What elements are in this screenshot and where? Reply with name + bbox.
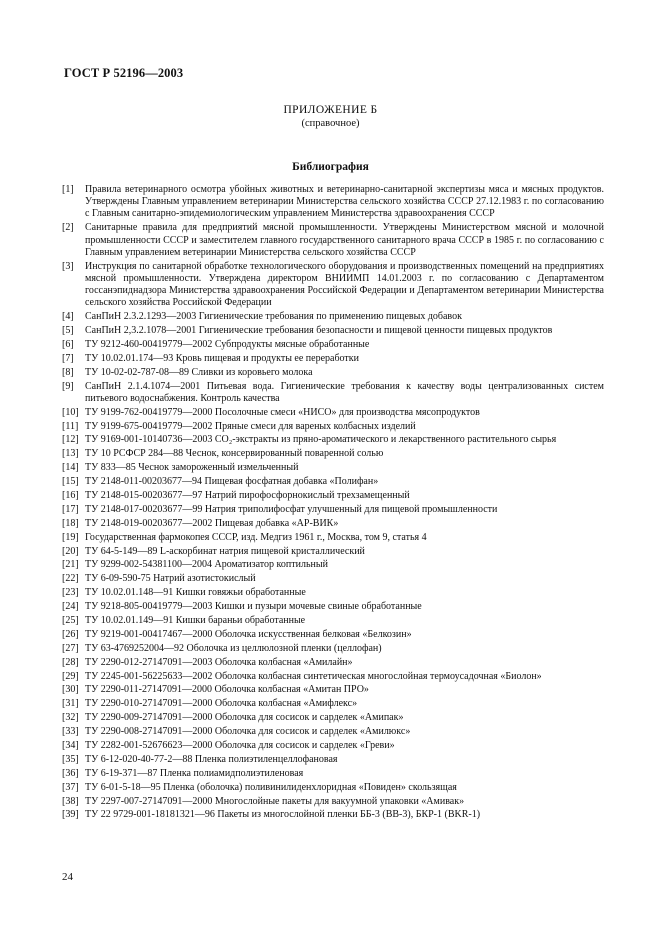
bibliography-item-text: ТУ 64-5-149—89 L-аскорбинат натрия пищевой кристаллический: [85, 545, 365, 557]
bibliography-item: [62, 809, 604, 821]
bibliography-item-text: ТУ 2290-009-27147091—2000 Оболочка для сосисок и сарделек «Амипак»: [85, 712, 404, 724]
bibliography-item: [62, 601, 604, 613]
bibliography-item-text: ТУ 9218-805-00419779—2003 Кишки и пузыри мочевые свиные обработанные: [85, 601, 422, 613]
bibliography-item-text: ТУ 9199-675-00419779—2002 Пряные смеси для вареных колбасных изделий: [85, 420, 416, 432]
bibliography-item-number: [34]: [62, 740, 79, 752]
bibliography-item-number: [21]: [62, 559, 79, 571]
bibliography-item-text: ТУ 2290-010-27147091—2000 Оболочка колбасная «Амифлекс»: [85, 698, 358, 710]
bibliography-item-number: [17]: [62, 503, 79, 515]
bibliography-item-number: [36]: [62, 767, 79, 779]
bibliography-item: [62, 573, 604, 585]
bibliography-item-number: [37]: [62, 781, 79, 793]
bibliography-item-text: ТУ 9199-762-00419779—2000 Посолочные смеси «НИСО» для производства мясопродуктов: [85, 406, 480, 418]
bibliography-item: [62, 421, 604, 433]
bibliography-item-number: [26]: [62, 628, 79, 640]
bibliography-item: [62, 768, 604, 780]
bibliography-item-text: ТУ 6-01-5-18—95 Пленка (оболочка) поливинилиденхлоридная «Повиден» скользящая: [85, 781, 457, 793]
bibliography-item-text: ТУ 10.02.01.148—91 Кишки говяжьи обработанные: [85, 587, 306, 599]
bibliography-item-number: [31]: [62, 698, 79, 710]
bibliography-item: [62, 407, 604, 419]
bibliography-item-text: ТУ 10 РСФСР 284—88 Чеснок, консервированный поваренной солью: [85, 448, 384, 460]
bibliography-item-text: СанПиН 2.1.4.1074—2001 Питьевая вода. Гигиенические требования к качеству воды централизованных систем питьевого водоснабжения. Контроль качества: [85, 380, 604, 404]
bibliography-item-text: Государственная фармокопея СССР, изд. Медгиз 1961 г., Москва, том 9, статья 4: [85, 531, 427, 543]
bibliography-item-text: ТУ 10.02.01.174—93 Кровь пищевая и продукты ее переработки: [85, 352, 360, 364]
bibliography-item-number: [18]: [62, 517, 79, 529]
bibliography-item-text: ТУ 2282-001-52676623—2000 Оболочка для сосисок и сарделек «Греви»: [85, 740, 395, 752]
bibliography-item-number: [15]: [62, 476, 79, 488]
bibliography-item: [62, 782, 604, 794]
bibliography-item-number: [25]: [62, 615, 79, 626]
bibliography-item-number: [39]: [62, 809, 79, 821]
bibliography-item-text: ТУ 9299-002-54381100—2004 Ароматизатор коптильный: [85, 559, 328, 571]
bibliography-item-text: ТУ 6-09-590-75 Натрий азотистокислый: [85, 573, 256, 585]
document-code: ГОСТ Р 52196—2003: [64, 66, 184, 80]
bibliography-item: [62, 381, 604, 405]
bibliography-item: [62, 222, 604, 259]
bibliography-item-number: [35]: [62, 753, 79, 765]
bibliography-item-number: [11]: [62, 420, 79, 432]
bibliography-item-number: [1]: [62, 184, 74, 195]
bibliography-item-text: ТУ 2148-019-00203677—2002 Пищевая добавка «АР-ВИК»: [85, 517, 339, 529]
bibliography-item-text: ТУ 63-4769252004—92 Оболочка из целлюлозной пленки (целлофан): [85, 642, 382, 654]
bibliography-item: [62, 657, 604, 669]
appendix-subtitle: (справочное): [301, 118, 360, 129]
bibliography-item-text: ТУ 2290-012-27147091—2003 Оболочка колбасная «Амилайн»: [85, 656, 353, 668]
bibliography-item: [62, 615, 604, 627]
bibliography-item-text: ТУ 6-12-020-40-77-2—88 Пленка полиэтиленцеллофановая: [85, 753, 338, 765]
bibliography-item-number: [14]: [62, 462, 79, 474]
bibliography-item-text: ТУ 2148-017-00203677—99 Натрия триполифосфат улучшенный для пищевой промышленности: [85, 503, 498, 515]
bibliography-item-text: ТУ 9169-001-10140736—2003 CO₂-экстракты из пряно-ароматического и лекарственного растительного сырья: [85, 434, 557, 446]
bibliography-item-number: [6]: [62, 338, 74, 350]
bibliography-item-number: [8]: [62, 366, 74, 378]
bibliography-item-text: Санитарные правила для предприятий мясной промышленности. Утверждены Министерством мясной и молочной промышленности СССР и заместителем главного государственного санитарного врача СССР в 1985 г. по согласованию с Главным управлением ветеринарии Министерства сельского хозяйства СССР: [85, 222, 604, 258]
bibliography-item-text: Правила ветеринарного осмотра убойных животных и ветеринарно-санитарной экспертизы мяса и мясных продуктов. Утверждены Главным управлением ветеринарии Министерства сельского хозяйства СССР 27.12.1983 г. по согласованию с Главным санитарно-эпидемиологическим управлением Министерства здравоохранения СССР: [85, 184, 604, 220]
bibliography-item-text: ТУ 2148-011-00203677—94 Пищевая фосфатная добавка «Полифан»: [85, 476, 379, 488]
bibliography-item: [62, 684, 604, 696]
bibliography-item-number: [24]: [62, 601, 79, 613]
bibliography-item: [62, 261, 604, 310]
bibliography-item-number: [4]: [62, 311, 74, 323]
bibliography-item: [62, 490, 604, 502]
bibliography-item-text: СанПиН 2,3.2.1078—2001 Гигиенические требования безопасности и пищевой ценности пищевых продуктов: [85, 324, 553, 336]
bibliography-item: [62, 311, 604, 323]
bibliography-item: [62, 754, 604, 766]
bibliography-item: [62, 504, 604, 516]
bibliography-item: [62, 643, 604, 655]
bibliography-item: [62, 587, 604, 599]
bibliography-item-number: [12]: [62, 434, 79, 446]
bibliography-item-text: ТУ 2148-015-00203677—97 Натрий пирофосфорнокислый трехзамещенный: [85, 489, 410, 501]
bibliography-item: [62, 796, 604, 808]
bibliography-item: [62, 698, 604, 710]
bibliography-item: [62, 532, 604, 544]
bibliography-item-number: [30]: [62, 684, 79, 696]
bibliography-item: [62, 325, 604, 337]
bibliography-item-number: [7]: [62, 352, 74, 364]
bibliography-item-number: [32]: [62, 712, 79, 724]
bibliography-item-text: ТУ 6-19-371—87 Пленка полиамидполиэтиленовая: [85, 767, 304, 779]
bibliography-item: [62, 448, 604, 460]
bibliography-item: [62, 434, 604, 446]
bibliography-item: [62, 353, 604, 365]
bibliography-item: [62, 367, 604, 379]
appendix-title: ПРИЛОЖЕНИЕ Б: [283, 104, 378, 116]
bibliography-item: [62, 518, 604, 530]
bibliography-item-number: [28]: [62, 656, 79, 668]
bibliography-title: Библиография: [292, 161, 369, 173]
bibliography-item-number: [29]: [62, 670, 79, 682]
bibliography-item-number: [5]: [62, 324, 74, 336]
bibliography-item-number: [27]: [62, 642, 79, 654]
bibliography-item: [62, 476, 604, 488]
bibliography-item-number: [23]: [62, 587, 79, 599]
bibliography-item: [62, 559, 604, 571]
bibliography-item-text: ТУ 2297-007-27147091—2000 Многослойные пакеты для вакуумной упаковки «Амивак»: [85, 795, 465, 807]
bibliography-item-text: СанПиН 2.3.2.1293—2003 Гигиенические требования по применению пищевых добавок: [85, 311, 462, 323]
bibliography-item-text: Инструкция по санитарной обработке технологического оборудования и производственных помещений на предприятиях мясной промышленности. Утверждена директором ВНИИМП 14.01.2003 г. по согласованию с Департаментом госсанэпиднадзора Министерства здравоохранения Российской Федерации и Департаментом ветеринарии Министерства сельского хозяйства Российской Федерации: [85, 260, 604, 309]
bibliography-item-text: ТУ 10.02.01.149—91 Кишки бараньи обработанные: [85, 615, 306, 626]
bibliography-item-text: ТУ 2290-011-27147091—2000 Оболочка колбасная «Амитан ПРО»: [85, 684, 369, 696]
bibliography-item-text: ТУ 833—85 Чеснок замороженный измельченный: [85, 462, 299, 474]
bibliography-item-number: [3]: [62, 260, 74, 272]
bibliography-item-text: ТУ 22 9729-001-18181321—96 Пакеты из многослойной пленки ББ-3 (BB-3), БКР-1 (BKR-1): [85, 809, 481, 821]
bibliography-item-number: [13]: [62, 448, 79, 460]
bibliography-item-text: ТУ 2290-008-27147091—2000 Оболочка для сосисок и сарделек «Амилюкс»: [85, 726, 411, 738]
bibliography-item-number: [22]: [62, 573, 79, 585]
bibliography-item-number: [33]: [62, 726, 79, 738]
bibliography-item: [62, 339, 604, 351]
bibliography-item-text: ТУ 9212-460-00419779—2002 Субпродукты мясные обработанные: [85, 338, 370, 350]
bibliography-item-number: [10]: [62, 406, 79, 418]
bibliography-item-number: [20]: [62, 545, 79, 557]
bibliography-item: [62, 671, 604, 683]
bibliography-item: [62, 712, 604, 724]
bibliography-item-text: ТУ 10-02-02-787-08—89 Сливки из коровьего молока: [85, 366, 313, 378]
bibliography-item: [62, 726, 604, 738]
bibliography-item-text: ТУ 2245-001-56225633—2002 Оболочка колбасная синтетическая многослойная термоусадочная «Биолон»: [85, 670, 542, 682]
bibliography-item-number: [19]: [62, 531, 79, 543]
bibliography-item: [62, 740, 604, 752]
page-number: 24: [62, 871, 73, 883]
bibliography-item-number: [16]: [62, 489, 79, 501]
bibliography-item-text: ТУ 9219-001-00417467—2000 Оболочка искусственная белковая «Белкозин»: [85, 628, 412, 640]
bibliography-item: [62, 184, 604, 221]
bibliography-item-number: [9]: [62, 380, 74, 392]
bibliography-list: [62, 184, 604, 823]
bibliography-item-number: [2]: [62, 222, 74, 234]
bibliography-item: [62, 546, 604, 558]
bibliography-item-number: [38]: [62, 795, 79, 807]
bibliography-item: [62, 629, 604, 641]
bibliography-item: [62, 462, 604, 474]
